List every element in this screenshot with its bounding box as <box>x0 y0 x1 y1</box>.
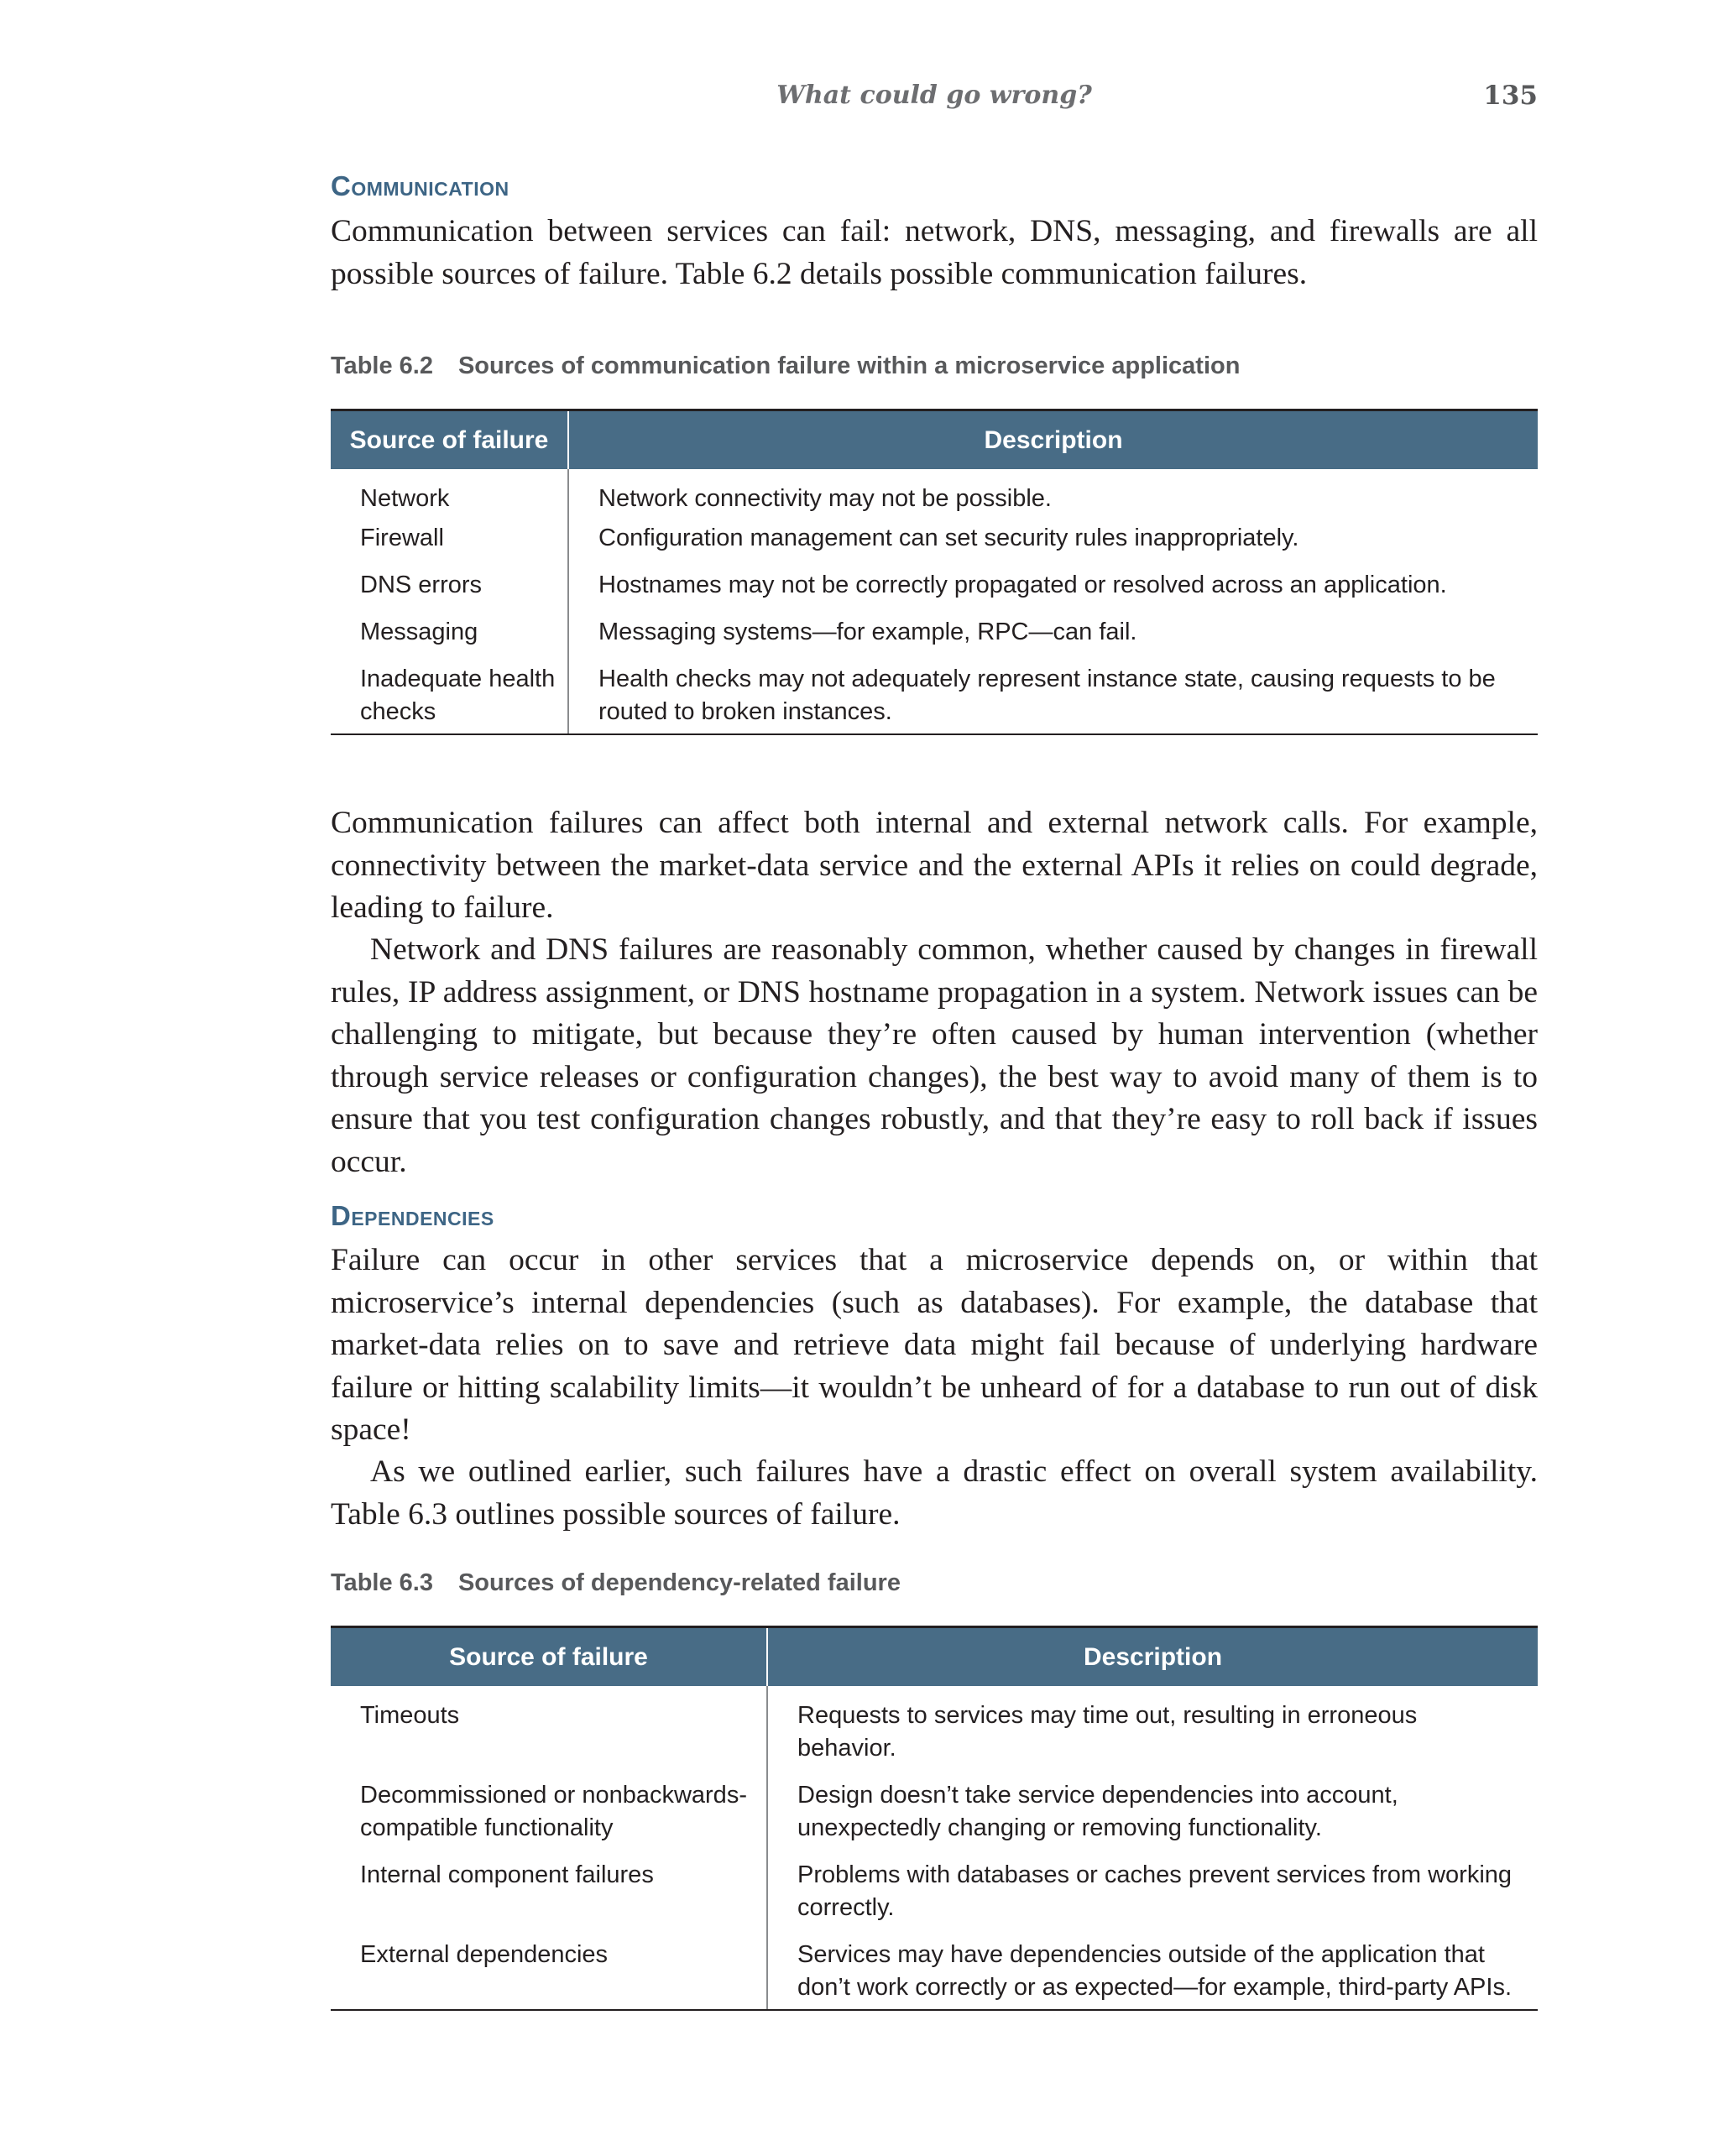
cell-description: Problems with databases or caches prevent services from working correctly. <box>797 1861 1513 1921</box>
table-title: Sources of dependency-related failure <box>457 1569 901 1596</box>
column-header-description: Description <box>1083 1642 1223 1671</box>
dependencies-paragraph: Failure can occur in other services that a microservice depends on, or within that microservice’s internal dependencies (such as databases). For example, the database that market-data relies on to save and retrieve data might fail because of underlying hardware failure or hitting scalability limits—it wouldn’t be unheard of for a database to run out of disk space! <box>331 1243 1538 1447</box>
column-header-source: Source of failure <box>331 410 568 470</box>
cell-source: DNS errors <box>331 569 568 616</box>
page-number: 135 <box>1483 81 1538 111</box>
table-label: Table 6.2 <box>331 352 433 379</box>
cell-source: Network <box>331 469 568 522</box>
table-row <box>331 469 1538 522</box>
table-row <box>331 522 1538 569</box>
running-head-title: What could go wrong? <box>776 81 1092 110</box>
running-head <box>331 81 1538 114</box>
cell-description: Hostnames may not be correctly propagated or resolved across an application. <box>598 572 1447 598</box>
table-row <box>331 663 1538 734</box>
table-row <box>331 1779 1538 1859</box>
cell-source: External dependencies <box>331 1939 767 2010</box>
cell-source: Inadequate health checks <box>331 663 568 734</box>
table-row <box>331 569 1538 616</box>
cell-description: Design doesn’t take service dependencies into account, unexpectedly changing or removing functionality. <box>797 1782 1398 1841</box>
cell-source: Firewall <box>331 522 568 569</box>
table-label: Table 6.3 <box>331 1569 433 1596</box>
dependencies-availability-paragraph: As we outlined earlier, such failures have a drastic effect on overall system availability. Table 6.3 outlines possible sources of failure. <box>331 1454 1538 1532</box>
table-title: Sources of communication failure within a microservice application <box>457 352 1241 379</box>
cell-source: Decommissioned or nonbackwards-compatible functionality <box>331 1779 767 1859</box>
section-heading-communication: Communication <box>331 170 509 201</box>
communication-failures-paragraph: Communication failures can affect both internal and external network calls. For example, connectivity between the market-data service and the external APIs it relies on could degrade, leading to failure. <box>331 806 1538 925</box>
table-header-row <box>331 410 1538 470</box>
cell-description: Requests to services may time out, resulting in erroneous behavior. <box>797 1702 1418 1762</box>
table-6-3 <box>331 1626 1538 2011</box>
table-row <box>331 1859 1538 1939</box>
column-header-description: Description <box>984 425 1123 454</box>
cell-description: Services may have dependencies outside of the application that don’t work correctly or as expected—for example, third-party APIs. <box>767 1939 1538 2010</box>
table-caption-6-3 <box>331 1569 901 1597</box>
cell-description: Messaging systems—for example, RPC—can fail. <box>598 619 1137 645</box>
cell-source: Timeouts <box>331 1686 767 1779</box>
table-row <box>331 616 1538 663</box>
section-heading-dependencies: Dependencies <box>331 1200 494 1231</box>
cell-source: Internal component failures <box>331 1859 767 1939</box>
cell-description: Network connectivity may not be possible. <box>598 485 1052 512</box>
table-6-2 <box>331 409 1538 735</box>
table-row <box>331 1939 1538 2010</box>
column-header-source: Source of failure <box>331 1627 767 1687</box>
table-caption-6-2 <box>331 352 1240 380</box>
table-row <box>331 1686 1538 1779</box>
network-dns-paragraph: Network and DNS failures are reasonably common, whether caused by changes in firewall rules, IP address assignment, or DNS hostname propagation in a system. Network issues can be challenging to mitigate, but because they’re often caused by human intervention (whether through service releases or configuration changes), the best way to avoid many of them is to ensure that you test configuration changes robustly, and that they’re easy to roll back if issues occur. <box>331 932 1538 1179</box>
cell-source: Messaging <box>331 616 568 663</box>
table-header-row <box>331 1627 1538 1687</box>
cell-description: Health checks may not adequately represent instance state, causing requests to be routed to broken instances. <box>568 663 1538 734</box>
communication-intro-paragraph: Communication between services can fail: network, DNS, messaging, and firewalls are all possible sources of failure. Table 6.2 details possible communication failures. <box>331 214 1538 291</box>
cell-description: Configuration management can set security rules inappropriately. <box>598 525 1299 551</box>
